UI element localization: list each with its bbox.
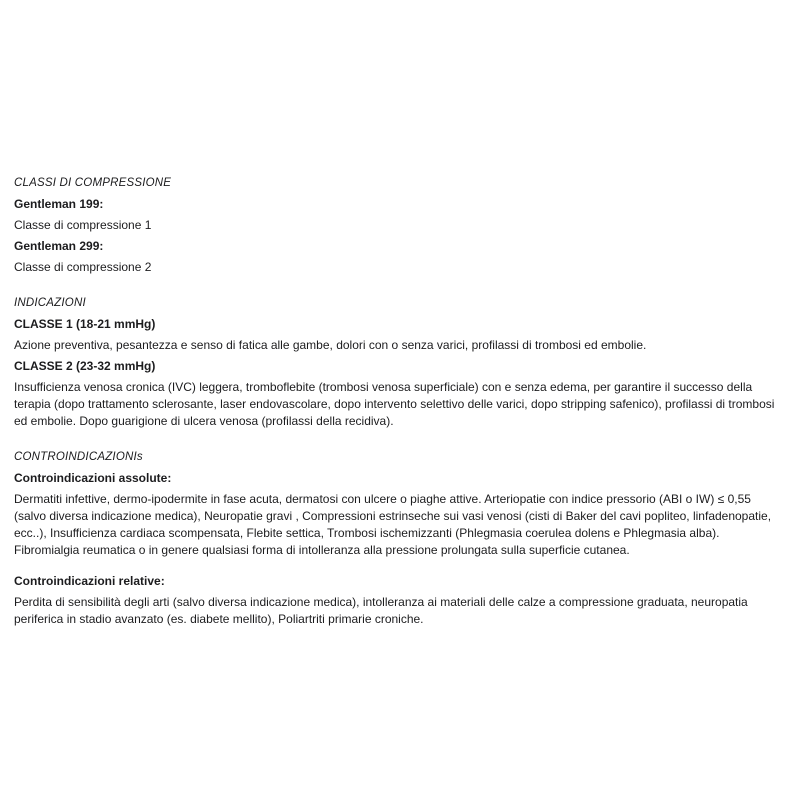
contraindications-absolute-title: Controindicazioni assolute: <box>14 471 172 485</box>
product-label-gentleman-299: Gentleman 299: <box>14 239 104 253</box>
compression-classes-heading: CLASSI DI COMPRESSIONE <box>14 177 172 189</box>
class-1-title: CLASSE 1 (18-21 mmHg) <box>14 317 156 331</box>
class-2-title: CLASSE 2 (23-32 mmHg) <box>14 359 156 373</box>
contraindications-heading: CONTROINDICAZIONIs <box>14 451 143 463</box>
product-label-gentleman-199: Gentleman 199: <box>14 197 104 211</box>
class-1-text: Azione preventiva, pesantezza e senso di fatica alle gambe, dolori con o senza varici, profilassi di trombosi ed embolie. <box>14 338 647 352</box>
contraindications-absolute-text: Dermatiti infettive, dermo-ipodermite in fase acuta, dermatosi con ulcere o piaghe attive. Arteriopatie con indice pressorio (ABI o IW) ≤ 0,55 (salvo diversa indicazione medica), Neuropatie gravi , Compressioni estrinseche sui vasi venosi (cisti di Baker del cavi popliteo, linfadenopatie, ecc..), Insufficienza cardiaca scompensata, Flebite settica, Trombosi ischemizzanti (Phlegmasia coerulea dolens e Phlegmasia alba). Fibromialgia reumatica o in genere qualsiasi forma di intolleranza alla pressione prolungata sulla superficie cutanea. <box>14 492 772 557</box>
contraindications-relative-text: Perdita di sensibilità degli arti (salvo diversa indicazione medica), intolleranza ai materiali delle calze a compressione graduata, neuropatia periferica in stadio avanzato (es. diabete mellito), Poliartriti primarie croniche. <box>14 595 748 626</box>
product-value-gentleman-299: Classe di compressione 2 <box>14 260 152 274</box>
class-2-text: Insufficienza venosa cronica (IVC) leggera, tromboflebite (trombosi venosa superficiale) con e senza edema, per garantire il successo della terapia (dopo trattamento sclerosante, laser endovascolare, dopo intervento selettivo delle varici, dopo stripping safenico), profilassi di trombosi ed embolie. Dopo guarigione di ulcera venosa (profilassi della recidiva). <box>14 380 775 428</box>
product-value-gentleman-199: Classe di compressione 1 <box>14 218 152 232</box>
indications-heading: INDICAZIONI <box>14 297 86 309</box>
contraindications-relative-title: Controindicazioni relative: <box>14 574 165 588</box>
